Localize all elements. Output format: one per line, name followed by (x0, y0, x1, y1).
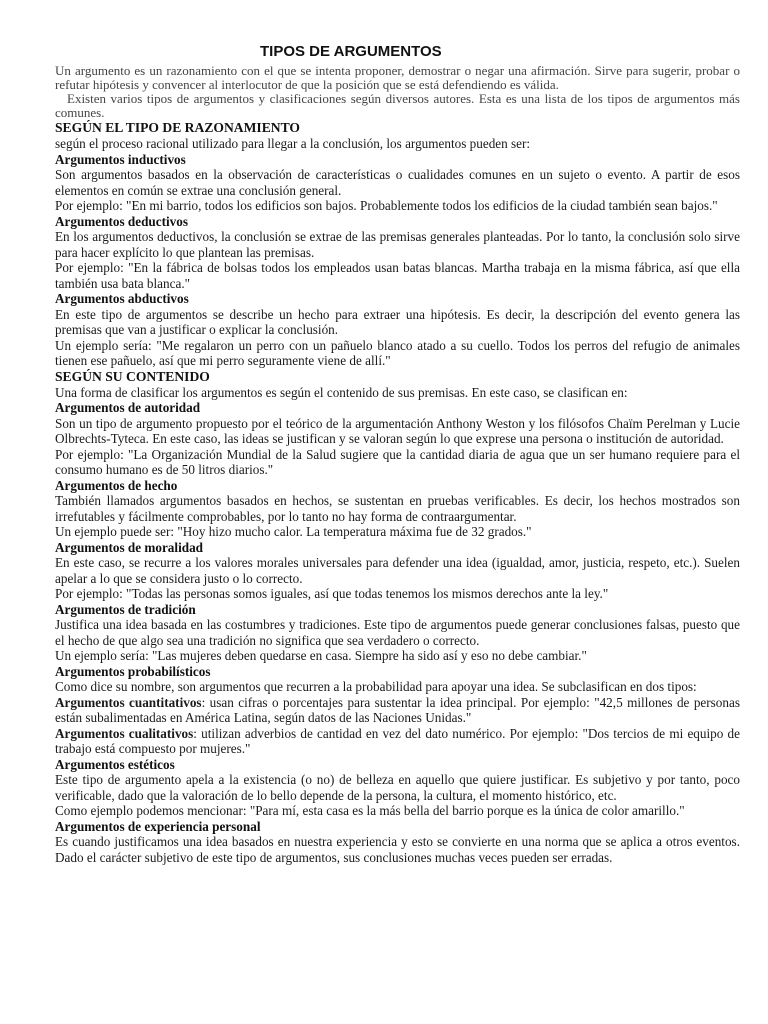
paragraph-deductivos-example: Por ejemplo: "En la fábrica de bolsas todos los empleados usan batas blancas. Martha trabaja en la misma fábrica, así que ella también usa bata blanca." (55, 260, 740, 291)
paragraph-inductivos-desc: Son argumentos basados en la observación de características o cualidades comunes en un sujeto o evento. A partir de esos elementos en común se extrae una conclusión general. (55, 167, 740, 198)
subheading-deductivos: Argumentos deductivos (55, 213, 188, 229)
paragraph-hecho-example: Un ejemplo puede ser: "Hoy hizo mucho calor. La temperatura máxima fue de 32 grados." (55, 524, 532, 539)
paragraph-probabilisticos-desc: Como dice su nombre, son argumentos que recurren a la probabilidad para apoyar una idea. Se subclasifican en dos tipos: (55, 679, 697, 694)
subheading-autoridad: Argumentos de autoridad (55, 400, 201, 415)
paragraph-cualitativos (55, 726, 740, 757)
paragraph-abductivos-desc: En este tipo de argumentos se describe un hecho para extraer una hipótesis. Es decir, la descripción del evento genera las premisas que van a justificar o explicar la conclusión. (55, 306, 740, 337)
paragraph-inductivos-example: Por ejemplo: "En mi barrio, todos los edificios son bajos. Probablemente todos los edificios de la ciudad también sean bajos." (55, 198, 718, 213)
text-cualitativos: : utilizan adverbios de cantidad en vez del dato numérico. Por ejemplo: "Dos tercios de mi equipo de trabajo está compuesto por mujeres." (55, 725, 740, 756)
paragraph-autoridad-example: Por ejemplo: "La Organización Mundial de la Salud sugiere que la cantidad diaria de agua que un ser humano requiere para el consumo humano es de 50 litros diarios." (55, 446, 740, 477)
subheading-probabilisticos: Argumentos probabilísticos (55, 663, 211, 679)
subheading-inductivos: Argumentos inductivos (55, 151, 186, 167)
section-heading-razonamiento: SEGÚN EL TIPO DE RAZONAMIENTO (55, 120, 300, 135)
paragraph-tradicion-example: Un ejemplo sería: "Las mujeres deben quedarse en casa. Siempre ha sido así y eso no debe cambiar." (55, 648, 587, 663)
subheading-experiencia: Argumentos de experiencia personal (55, 818, 261, 834)
paragraph-autoridad-desc: Son un tipo de argumento propuesto por el teórico de la argumentación Anthony Weston y los filósofos Chaïm Perelman y Lucie Olbrechts-Tyteca. En este caso, las ideas se justifican y se valoran según lo que exprese una persona o institución de autoridad. (55, 415, 740, 446)
label-cuantitativos: Argumentos cuantitativos (55, 694, 202, 710)
section-heading-contenido: SEGÚN SU CONTENIDO (55, 368, 210, 384)
text-cuantitativos: : usan cifras o porcentajes para sustentar la idea principal. Por ejemplo: "42,5 millones de personas están subalimentadas en América Latina, según datos de las Naciones Unidas." (55, 694, 740, 725)
subheading-moralidad: Argumentos de moralidad (55, 539, 203, 555)
paragraph-cuantitativos (55, 695, 740, 726)
section-lead-razonamiento: según el proceso racional utilizado para llegar a la conclusión, los argumentos pueden ser: (55, 136, 531, 151)
intro-paragraph-2: Existen varios tipos de argumentos y clasificaciones según diversos autores. Esta es una lista de los tipos de argumentos más comunes. (55, 91, 740, 120)
paragraph-esteticos-desc: Este tipo de argumento apela a la existencia (o no) de belleza en aquello que quiere justificar. Es subjetivo y por tanto, poco verificable, dado que la valoración de lo bello depende de la persona, la cultura, el momento histórico, etc. (55, 772, 740, 803)
subheading-esteticos: Argumentos estéticos (55, 756, 175, 772)
paragraph-hecho-desc: También llamados argumentos basados en hechos, se sustentan en pruebas verificables. Es decir, los hechos mostrados son irrefutables y fácilmente comprobables, por lo tanto no hay forma de contraargumentar. (55, 493, 740, 524)
subheading-tradicion: Argumentos de tradición (55, 601, 196, 617)
paragraph-abductivos-example: Un ejemplo sería: "Me regalaron un perro con un pañuelo blanco atado a su cuello. Todos los perros del refugio de animales tienen ese pañuelo, así que mi perro seguramente viene de allí." (55, 337, 740, 368)
paragraph-tradicion-desc: Justifica una idea basada en las costumbres y tradiciones. Este tipo de argumentos puede generar conclusiones falsas, puesto que el hecho de que algo sea una tradición no significa que sea verdadero o correcto. (55, 617, 740, 648)
paragraph-experiencia-desc: Es cuando justificamos una idea basados en nuestra experiencia y esto se convierte en una norma que se aplica a otros eventos. Dado el carácter subjetivo de este tipo de argumentos, sus conclusiones muchas veces pueden ser erradas. (55, 834, 740, 865)
intro-paragraph-1: Un argumento es un razonamiento con el que se intenta proponer, demostrar o negar una afirmación. Sirve para sugerir, probar o refutar hipótesis y convencer al interlocutor de que la posición que se está defendiendo es válida. (55, 63, 740, 92)
label-cualitativos: Argumentos cualitativos (55, 725, 194, 741)
paragraph-deductivos-desc: En los argumentos deductivos, la conclusión se extrae de las premisas generales planteadas. Por lo tanto, la conclusión solo sirve para hacer explícito lo que plantean las premisas. (55, 229, 740, 260)
paragraph-esteticos-example: Como ejemplo podemos mencionar: "Para mí, esta casa es la más bella del barrio porque es la única de color amarillo." (55, 803, 685, 818)
section-lead-contenido: Una forma de clasificar los argumentos es según el contenido de sus premisas. En este caso, se clasifican en: (55, 384, 628, 400)
subheading-hecho: Argumentos de hecho (55, 477, 178, 493)
paragraph-moralidad-desc: En este caso, se recurre a los valores morales universales para defender una idea (igualdad, amor, justicia, respeto, etc.). Suelen apelar a lo que se considera justo o lo correcto. (55, 555, 740, 586)
subheading-abductivos: Argumentos abductivos (55, 291, 189, 306)
paragraph-moralidad-example: Por ejemplo: "Todas las personas somos iguales, así que todas tenemos los mismos derechos ante la ley." (55, 586, 609, 601)
document-title: TIPOS DE ARGUMENTOS (260, 43, 442, 60)
document-page (55, 42, 740, 865)
